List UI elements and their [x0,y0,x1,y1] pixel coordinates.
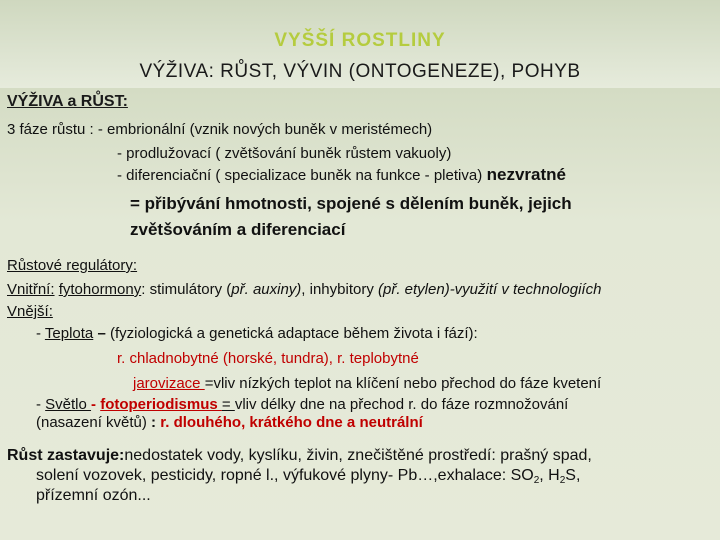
h2s-subscript: 2 [559,475,566,486]
temperature-label: Teplota [44,325,94,342]
external-label: Vnější: [7,303,53,320]
growth-phase-elongation: - prodlužovací ( zvětšování buněk růstem vakuoly) [117,145,452,162]
light-equals: = [221,396,235,413]
slide-title: VYŠŠÍ ROSTLINY [274,30,446,51]
regulators-text-1: : stimulátory ( [141,281,232,298]
temperature-prefix: - [36,325,45,342]
growth-phase-differentiation [117,165,566,185]
flowering-colon: : [146,414,161,431]
flowering-line [36,414,423,431]
slide-subtitle: VÝŽIVA: RŮST, VÝVIN (ONTOGENEZE), POHYB [139,61,581,82]
light-line [36,396,568,413]
growth-inhibitors-label: Růst zastavuje: [7,447,125,464]
temperature-description: (fyziologická a genetická adaptace během života i fází): [109,325,478,342]
growth-phase-intro: 3 fáze růstu : - embrionální (vznik nových buněk v meristémech) [7,121,433,138]
growth-inhibitors-text1: nedostatek vody, kyslíku, živin, znečištěné prostředí: prašný spad, [124,447,592,464]
auxins-example: př. auxiny) [231,281,302,298]
temperature-plant-types: r. chladnobytné (horské, tundra), r. teplobytné [117,350,419,367]
growth-definition-line2: zvětšováním a diferenciací [130,220,346,239]
growth-definition-line1: = přibývání hmotnosti, spojené s dělením buněk, jejich [130,194,572,213]
regulators-heading: Růstové regulátory: [7,257,138,274]
internal-label: Vnitřní: [7,281,55,298]
regulators-internal-line [7,281,601,298]
phytohormones-term: fytohormony [58,281,142,298]
light-description: vliv délky dne na přechod r. do fáze rozmnožování [234,396,569,413]
ethylene-example: (př. etylen)-využití v technologiích [378,281,602,298]
vernalization-line [133,375,601,392]
growth-inhibitors-text2: solení vozovek, pesticidy, ropné l., výfukové plyny- Pb…,exhalace: SO [36,467,534,484]
day-length-types: r. dlouhého, krátkého dne a neutrální [160,414,423,431]
flowering-text: (nasazení květů) [36,414,147,431]
vernalization-description: =vliv nízkých teplot na klíčení nebo přechod do fáze kvetení [204,375,602,392]
photoperiodism-term: fotoperiodismus [100,396,222,413]
regulators-text-2: , inhybitory [301,281,378,298]
light-label: Světlo [45,396,92,413]
growth-inhibitors-text3: , H [539,467,560,484]
temperature-dash: – [93,325,110,342]
light-prefix: - [36,396,46,413]
vernalization-term: jarovizace [133,375,205,392]
growth-inhibitors-line3: přízemní ozón... [36,487,151,504]
phase-differentiation-text: - diferenciační ( specializace buněk na funkce - pletiva) [117,167,483,184]
light-dash: - [91,396,101,413]
section-heading-nutrition: VÝŽIVA a RŮST: [7,93,128,110]
growth-inhibitors-line2 [36,467,580,486]
temperature-line [36,325,478,342]
growth-inhibitors-line1 [7,447,592,465]
irreversible-label: nezvratné [486,165,567,184]
so2-subscript: 2 [533,475,540,486]
growth-inhibitors-text4: S, [565,467,581,484]
